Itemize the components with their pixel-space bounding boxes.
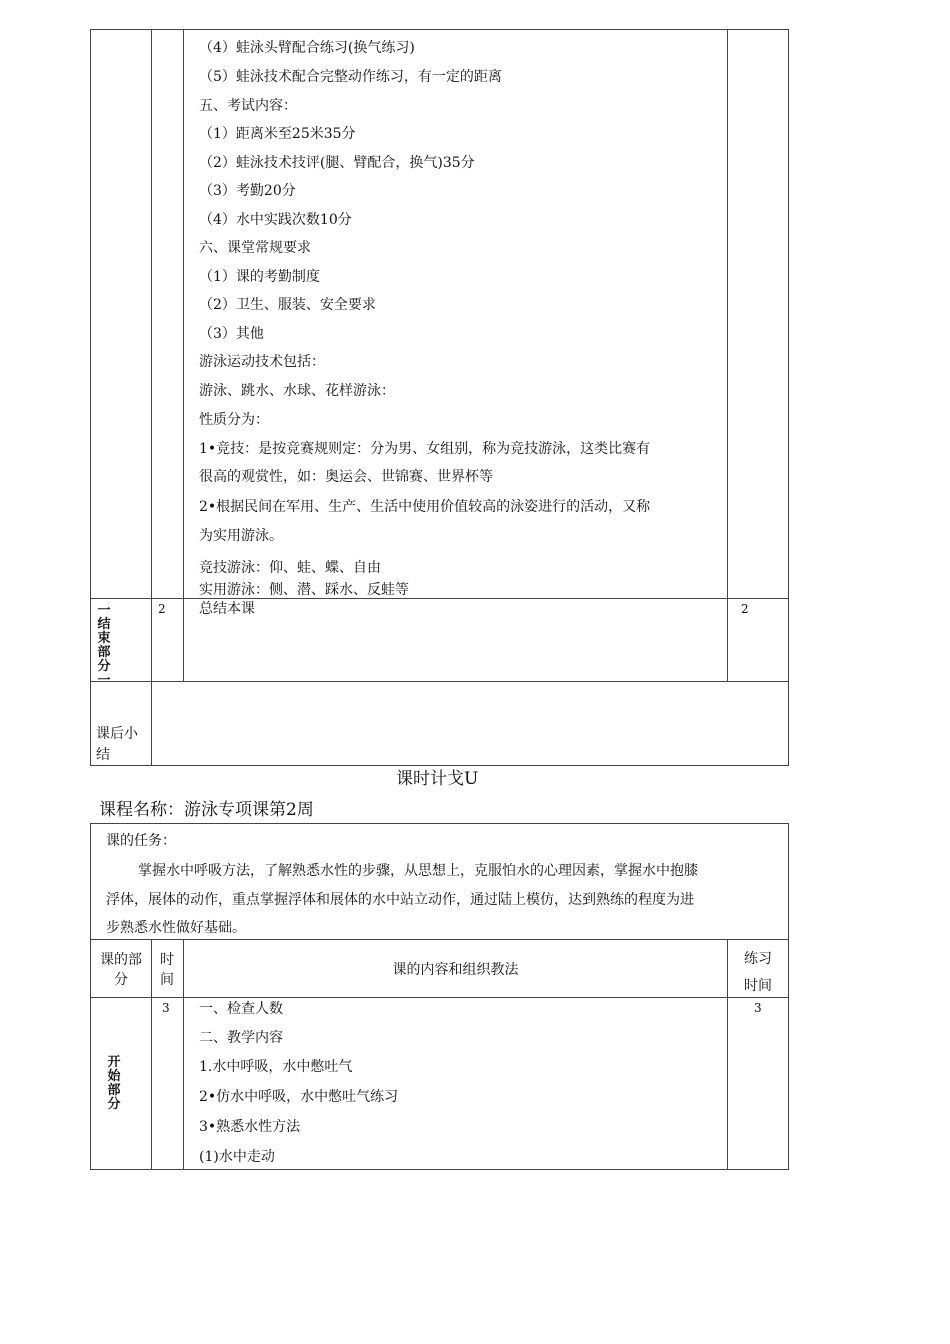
start-section-label bbox=[104, 1056, 124, 1112]
end-section-label bbox=[94, 604, 114, 688]
content-line: （2）蛙泳技术技评(腿、臂配合，换气)35分 bbox=[199, 155, 475, 171]
end-section-content: 总结本课 bbox=[199, 601, 255, 617]
summary-label: 课后小结 bbox=[96, 726, 138, 763]
vertical-label-char: 始 bbox=[107, 1069, 121, 1084]
content-line: （4）水中实践次数10分 bbox=[199, 212, 352, 228]
vertical-label-char: 部 bbox=[97, 645, 111, 660]
task-heading: 课的任务： bbox=[106, 833, 176, 849]
content-line: 游泳运动技术包括： bbox=[199, 354, 325, 370]
content-line: （3）其他 bbox=[199, 326, 264, 342]
start-section-time: 3 bbox=[162, 1001, 170, 1015]
course-name: 课程名称：游泳专项课第2周 bbox=[99, 800, 314, 820]
content-line: （4）蛙泳头臂配合练习(换气练习) bbox=[199, 40, 415, 56]
content-line: 2•根据民间在军用、生产、生活中使用价值较高的泳姿进行的活动，又称 bbox=[199, 499, 651, 515]
vertical-label-char: 分 bbox=[97, 659, 111, 674]
content-line: 为实用游泳。 bbox=[199, 528, 283, 544]
header-content: 课的内容和组织教法 bbox=[392, 962, 519, 978]
header-practice: 练习时间 bbox=[744, 951, 772, 994]
vertical-label-char: 束 bbox=[97, 631, 111, 646]
header-part: 课的部分 bbox=[100, 952, 142, 988]
content-line: （3）考勤20分 bbox=[199, 183, 296, 199]
content-line: （1）距离米至25米35分 bbox=[199, 126, 356, 142]
start-line: 3•熟悉水性方法 bbox=[199, 1119, 301, 1135]
task-line: 浮体，展体的动作，重点掌握浮体和展体的水中站立动作，通过陆上模仿，达到熟练的程度为进 bbox=[106, 892, 694, 908]
plan-title: 课时计戈U bbox=[396, 769, 479, 789]
vertical-label-char: 部 bbox=[107, 1083, 121, 1098]
content-line: （2）卫生、服装、安全要求 bbox=[199, 297, 376, 313]
start-line: 一、检查人数 bbox=[199, 1001, 283, 1017]
start-line: (1)水中走动 bbox=[199, 1149, 275, 1165]
vertical-label-char: 开 bbox=[107, 1055, 121, 1070]
start-line: 1.水中呼吸，水中憋吐气 bbox=[199, 1059, 353, 1075]
content-line: 游泳、跳水、水球、花样游泳： bbox=[199, 383, 395, 399]
vertical-label-char: 一 bbox=[97, 673, 111, 688]
content-line: 五、考试内容： bbox=[199, 98, 297, 114]
end-section-practice-time: 2 bbox=[741, 602, 749, 616]
start-line: 二、教学内容 bbox=[199, 1030, 283, 1046]
vertical-label-char: 一 bbox=[97, 603, 111, 618]
end-section-time: 2 bbox=[158, 602, 166, 616]
start-section-practice-time: 3 bbox=[754, 1001, 762, 1015]
vertical-label-char: 分 bbox=[107, 1097, 121, 1112]
vertical-label-char: 结 bbox=[97, 617, 111, 632]
content-line: （5）蛙泳技术配合完整动作练习，有一定的距离 bbox=[199, 69, 502, 85]
content-line: 很高的观赏性，如：奥运会、世锦赛、世界杯等 bbox=[199, 469, 493, 485]
start-line: 2•仿水中呼吸，水中憋吐气练习 bbox=[199, 1089, 399, 1105]
content-line: 实用游泳：侧、潜、踩水、反蛙等 bbox=[199, 582, 409, 598]
content-line: 六、课堂常规要求 bbox=[199, 240, 311, 256]
content-line: 性质分为： bbox=[199, 412, 269, 428]
content-line: 竞技游泳：仰、蛙、蝶、自由 bbox=[199, 560, 381, 576]
task-line: 步熟悉水性做好基础。 bbox=[106, 920, 246, 936]
content-line: （1）课的考勤制度 bbox=[199, 269, 320, 285]
header-time: 时间 bbox=[160, 952, 174, 988]
task-line: 掌握水中呼吸方法，了解熟悉水性的步骤，从思想上，克服怕水的心理因素，掌握水中抱膝 bbox=[138, 863, 698, 879]
content-line: 1•竞技：是按竞赛规则定：分为男、女组别，称为竞技游泳，这类比赛有 bbox=[199, 441, 651, 457]
